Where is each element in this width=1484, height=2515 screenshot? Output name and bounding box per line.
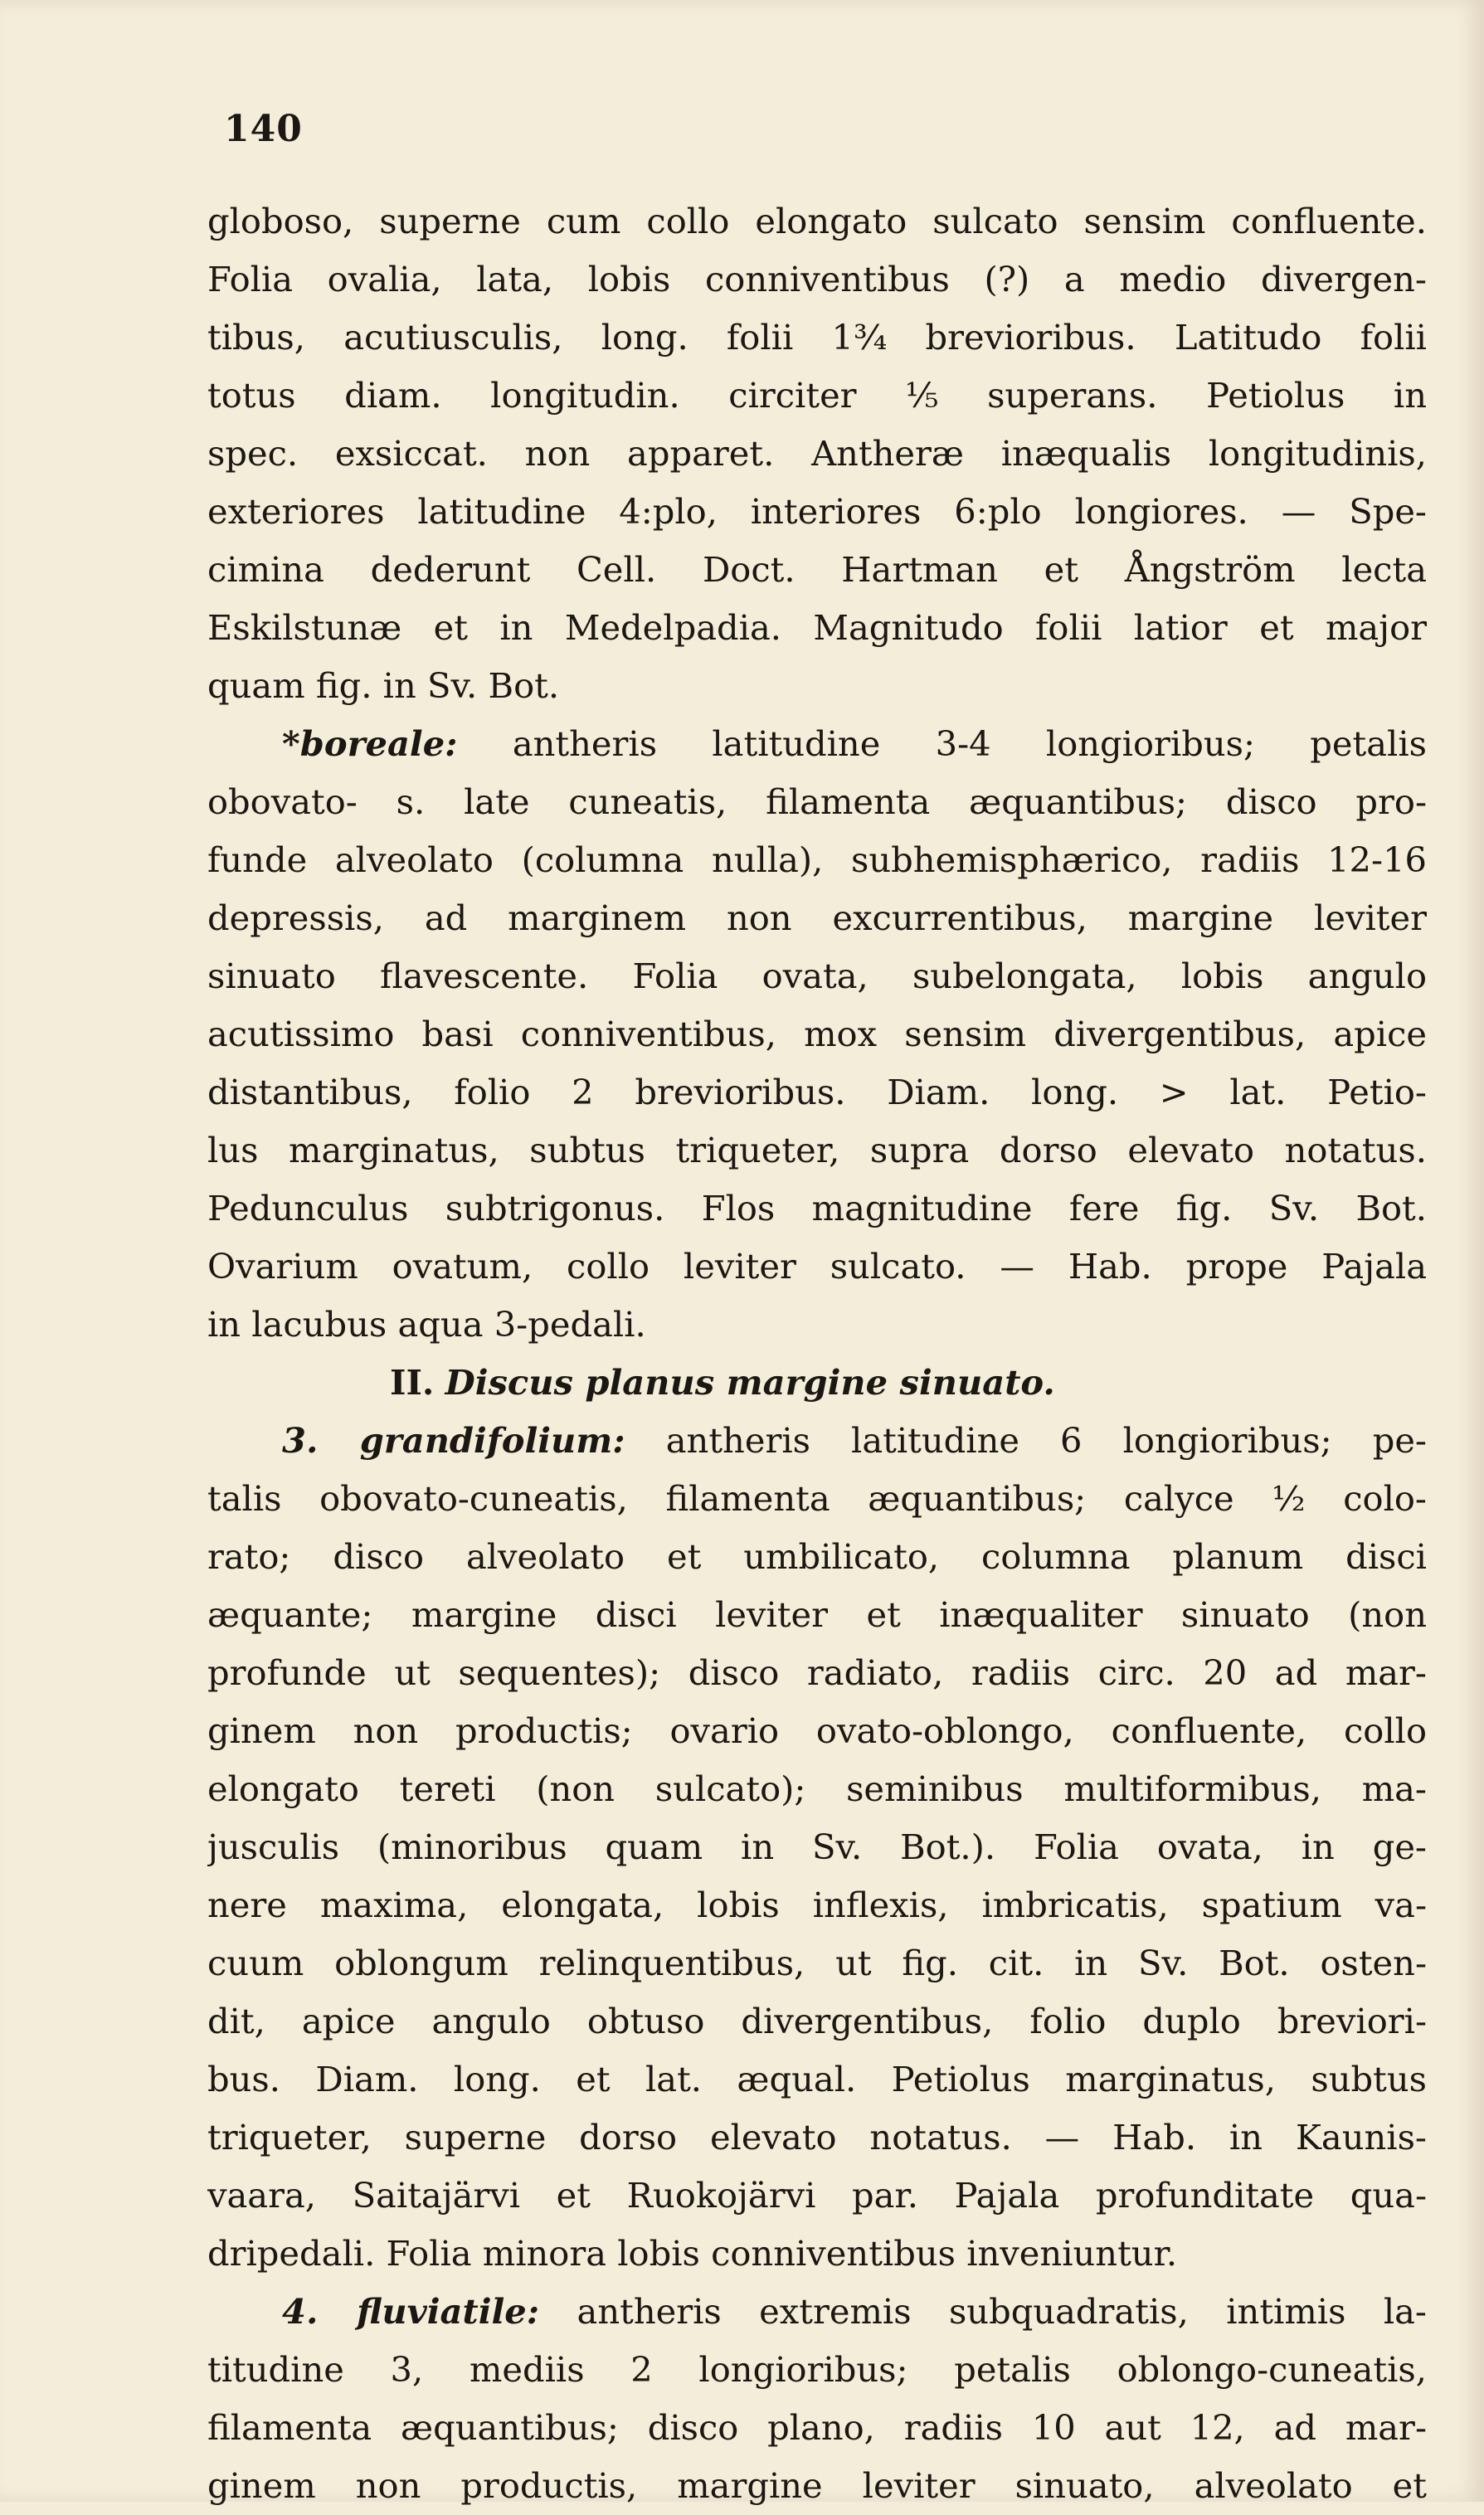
- line-text: cuum oblongum relinquentibus, ut fig. cit. in Sv. Bot. osten-: [207, 1943, 1427, 1983]
- text-line: [207, 831, 1427, 889]
- line-text: exteriores latitudine 4:plo, interiores 6:plo longiores. — Spe-: [207, 491, 1427, 532]
- line-text: profunde ut sequentes); disco radiato, radiis circ. 20 ad mar-: [207, 1652, 1427, 1693]
- text-line: [207, 367, 1427, 425]
- text-line: [207, 192, 1427, 251]
- text-line: [207, 947, 1427, 1005]
- text-line: [207, 2050, 1427, 2109]
- text-line: [207, 2225, 1427, 2283]
- section-title: Discus planus margine sinuato.: [445, 1362, 1055, 1403]
- line-text: ginem non productis; ovario ovato-oblongo, confluente, collo: [207, 1710, 1427, 1751]
- body-text: [207, 192, 1427, 2515]
- line-text: æquante; margine disci leviter et inæqualiter sinuato (non: [207, 1594, 1427, 1635]
- line-text: filamenta æquantibus; disco plano, radiis 10 aut 12, ad mar-: [207, 2407, 1427, 2448]
- line-text: vaara, Saitajärvi et Ruokojärvi par. Pajala profunditate qua-: [207, 2175, 1427, 2216]
- line-text: Pedunculus subtrigonus. Flos magnitudine fere fig. Sv. Bot.: [207, 1188, 1427, 1228]
- species-name: *boreale:: [282, 723, 458, 764]
- line-text: triqueter, superne dorso elevato notatus. — Hab. in Kaunis-: [207, 2117, 1427, 2157]
- text-line: [207, 1063, 1427, 1121]
- text-line: [207, 1818, 1427, 1876]
- text-line: [207, 2167, 1427, 2225]
- text-line: [207, 483, 1427, 541]
- page-number: 140: [224, 108, 303, 150]
- line-text: antheris latitudine 3-4 longioribus; petalis: [457, 723, 1427, 764]
- line-text: cimina dederunt Cell. Doct. Hartman et Ångström lecta: [207, 549, 1427, 590]
- line-text: antheris latitudine 6 longioribus; pe-: [625, 1420, 1427, 1461]
- text-line: [207, 1992, 1427, 2050]
- text-line: [207, 541, 1427, 599]
- line-text: elongato tereti (non sulcato); seminibus multiformibus, ma-: [207, 1768, 1427, 1809]
- line-text: ginem non productis, margine leviter sinuato, alveolato et: [207, 2465, 1427, 2506]
- text-line: [207, 1296, 1427, 1354]
- line-text: lus marginatus, subtus triqueter, supra dorso elevato notatus.: [207, 1130, 1427, 1170]
- text-line: [207, 1412, 1427, 1470]
- text-line: [207, 1470, 1427, 1528]
- line-text: acutissimo basi conniventibus, mox sensim divergentibus, apice: [207, 1014, 1427, 1054]
- text-line: [207, 657, 1427, 715]
- text-line: [207, 425, 1427, 483]
- text-line: [207, 1644, 1427, 1702]
- text-line: [207, 2399, 1427, 2457]
- text-line: [207, 1238, 1427, 1296]
- text-line: [207, 1121, 1427, 1180]
- line-text: funde alveolato (columna nulla), subhemisphærico, radiis 12-16: [207, 839, 1427, 880]
- text-line: [207, 599, 1427, 657]
- text-line: [207, 2457, 1427, 2515]
- text-line: [207, 889, 1427, 947]
- line-text: titudine 3, mediis 2 longioribus; petalis oblongo-cuneatis,: [207, 2349, 1427, 2390]
- line-text: quam fig. in Sv. Bot.: [207, 665, 560, 706]
- line-text: tibus, acutiusculis, long. folii 1¾ brevioribus. Latitudo folii: [207, 317, 1427, 358]
- species-name: 4. fluviatile:: [282, 2291, 540, 2332]
- line-text: talis obovato-cuneatis, filamenta æquantibus; calyce ½ colo-: [207, 1478, 1427, 1519]
- line-text: jusculis (minoribus quam in Sv. Bot.). Folia ovata, in ge-: [207, 1827, 1427, 1867]
- text-line: [207, 773, 1427, 831]
- text-line: [207, 2109, 1427, 2167]
- line-text: Eskilstunæ et in Medelpadia. Magnitudo folii latior et major: [207, 607, 1427, 648]
- line-text: globoso, superne cum collo elongato sulcato sensim confluente.: [207, 201, 1427, 241]
- line-text: dripedali. Folia minora lobis conniventibus inveniuntur.: [207, 2233, 1178, 2274]
- line-text: Ovarium ovatum, collo leviter sulcato. — Hab. prope Pajala: [207, 1246, 1427, 1287]
- line-text: rato; disco alveolato et umbilicato, columna planum disci: [207, 1536, 1427, 1577]
- line-text: bus. Diam. long. et lat. æqual. Petiolus marginatus, subtus: [207, 2059, 1427, 2099]
- text-line: [207, 2341, 1427, 2399]
- text-line: [207, 1760, 1427, 1818]
- line-text: sinuato flavescente. Folia ovata, subelongata, lobis angulo: [207, 956, 1427, 996]
- species-name: 3. grandifolium:: [282, 1420, 625, 1461]
- text-line: [207, 1354, 1427, 1412]
- line-text: obovato- s. late cuneatis, filamenta æquantibus; disco pro-: [207, 781, 1427, 822]
- line-text: spec. exsiccat. non apparet. Antheræ inæqualis longitudinis,: [207, 433, 1427, 474]
- text-line: [207, 1528, 1427, 1586]
- text-line: [207, 1586, 1427, 1644]
- text-line: [207, 1934, 1427, 1992]
- line-text: distantibus, folio 2 brevioribus. Diam. long. > lat. Petio-: [207, 1072, 1427, 1112]
- line-text: antheris extremis subquadratis, intimis la-: [539, 2291, 1427, 2332]
- text-line: [207, 1005, 1427, 1063]
- text-line: [207, 2283, 1427, 2341]
- line-text: dit, apice angulo obtuso divergentibus, folio duplo breviori-: [207, 2001, 1427, 2041]
- section-number: II.: [390, 1362, 435, 1403]
- text-line: [207, 309, 1427, 367]
- line-text: depressis, ad marginem non excurrentibus, margine leviter: [207, 898, 1427, 938]
- text-line: [207, 715, 1427, 773]
- text-line: [207, 1180, 1427, 1238]
- text-line: [207, 1876, 1427, 1934]
- line-text: totus diam. longitudin. circiter ⅕ superans. Petiolus in: [207, 375, 1427, 416]
- text-line: [207, 1702, 1427, 1760]
- line-text: Folia ovalia, lata, lobis conniventibus (?) a medio divergen-: [207, 259, 1427, 299]
- text-line: [207, 251, 1427, 309]
- line-text: in lacubus aqua 3-pedali.: [207, 1304, 646, 1345]
- line-text: nere maxima, elongata, lobis inflexis, imbricatis, spatium va-: [207, 1885, 1427, 1925]
